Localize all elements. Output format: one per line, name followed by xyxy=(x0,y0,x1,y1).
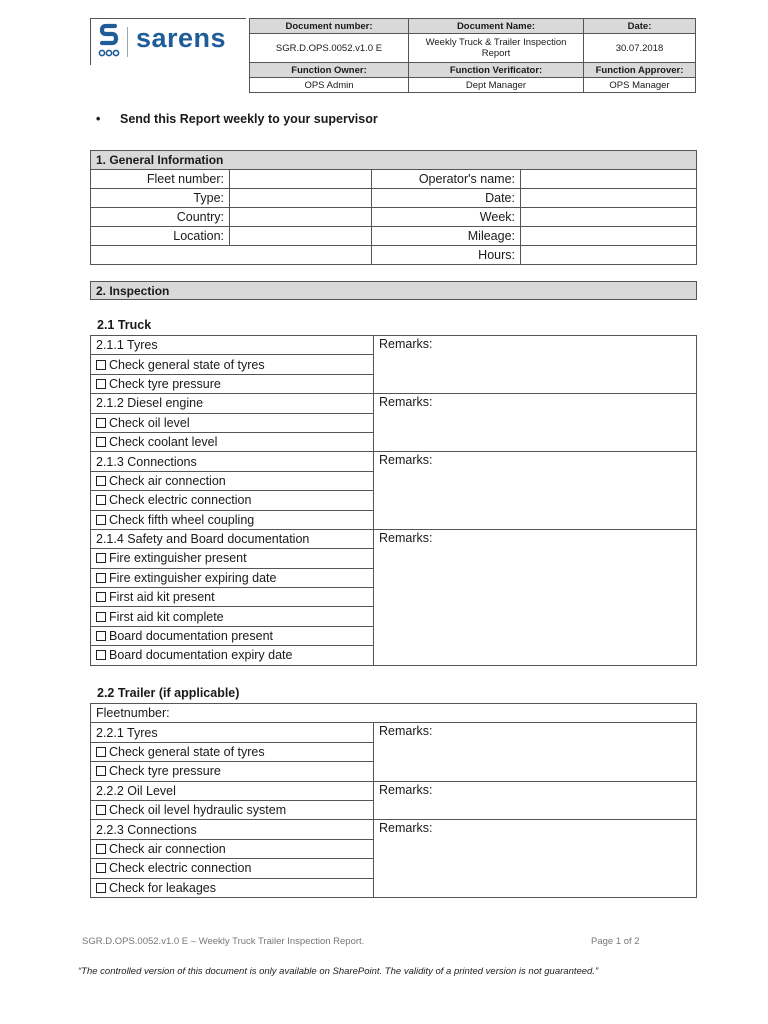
checklist-item[interactable] xyxy=(91,742,374,761)
page-number: Page 1 of 2 xyxy=(591,936,640,947)
checkbox-icon[interactable] xyxy=(96,747,106,757)
instruction-line xyxy=(96,112,378,126)
remarks-field[interactable]: Remarks: xyxy=(374,394,697,452)
checklist-item-label: Check general state of tyres xyxy=(109,744,265,759)
group-heading-row xyxy=(91,336,697,355)
company-logo xyxy=(90,18,246,65)
checklist-item[interactable] xyxy=(91,491,374,510)
country-field[interactable] xyxy=(230,208,372,227)
truck-subtitle: 2.1 Truck xyxy=(97,318,152,332)
general-info-title: 1. General Information xyxy=(91,151,697,170)
checkbox-icon[interactable] xyxy=(96,650,106,660)
country-label: Country: xyxy=(91,208,230,227)
checkbox-icon[interactable] xyxy=(96,805,106,815)
checkbox-icon[interactable] xyxy=(96,476,106,486)
checklist-item-label: Board documentation expiry date xyxy=(109,648,293,663)
date-label: Date: xyxy=(584,19,696,34)
document-header-table xyxy=(249,18,696,93)
checklist-item-label: Check air connection xyxy=(109,473,226,488)
general-information-table xyxy=(90,150,697,265)
verificator-value: Dept Manager xyxy=(409,78,584,93)
checklist-item[interactable] xyxy=(91,510,374,529)
location-field[interactable] xyxy=(230,227,372,246)
checkbox-icon[interactable] xyxy=(96,883,106,893)
remarks-field[interactable]: Remarks: xyxy=(374,723,697,781)
doc-name: Weekly Truck & Trailer Inspection Report xyxy=(409,34,584,63)
checklist-item-label: Check tyre pressure xyxy=(109,376,221,391)
checklist-item[interactable] xyxy=(91,374,374,393)
checklist-item-label: First aid kit complete xyxy=(109,609,224,624)
group-heading-row xyxy=(91,781,697,800)
checklist-item-label: Board documentation present xyxy=(109,629,273,644)
fleet-number-field[interactable] xyxy=(230,170,372,189)
checkbox-icon[interactable] xyxy=(96,379,106,389)
group-heading: 2.2.2 Oil Level xyxy=(91,781,374,800)
checkbox-icon[interactable] xyxy=(96,495,106,505)
checklist-item-label: Check fifth wheel coupling xyxy=(109,512,255,527)
doc-number-label: Document number: xyxy=(250,19,409,34)
checklist-item-label: Check oil level hydraulic system xyxy=(109,803,287,818)
checklist-item[interactable] xyxy=(91,839,374,858)
checklist-item[interactable] xyxy=(91,607,374,626)
checklist-item[interactable] xyxy=(91,859,374,878)
checkbox-icon[interactable] xyxy=(96,418,106,428)
fleet-number-label: Fleet number: xyxy=(91,170,230,189)
checkbox-icon[interactable] xyxy=(96,766,106,776)
trailer-inspection-table xyxy=(90,703,697,898)
operator-name-field[interactable] xyxy=(521,170,697,189)
empty-cell xyxy=(91,246,372,265)
group-heading-row xyxy=(91,529,697,548)
group-heading-row xyxy=(91,452,697,471)
checklist-item-label: Check for leakages xyxy=(109,880,217,895)
checklist-item[interactable] xyxy=(91,646,374,665)
checkbox-icon[interactable] xyxy=(96,437,106,447)
checklist-item-label: Fire extinguisher expiring date xyxy=(109,570,277,585)
group-heading: 2.1.2 Diesel engine xyxy=(91,394,374,413)
checklist-item[interactable] xyxy=(91,878,374,897)
remarks-field[interactable]: Remarks: xyxy=(374,452,697,530)
checkbox-icon[interactable] xyxy=(96,844,106,854)
checklist-item-label: Check air connection xyxy=(109,841,226,856)
checklist-item-label: Check tyre pressure xyxy=(109,764,221,779)
checklist-item[interactable] xyxy=(91,413,374,432)
truck-inspection-table xyxy=(90,335,697,666)
group-heading-row xyxy=(91,394,697,413)
operator-name-label: Operator's name: xyxy=(372,170,521,189)
remarks-field[interactable]: Remarks: xyxy=(374,820,697,898)
group-heading: 2.2.1 Tyres xyxy=(91,723,374,742)
group-heading: 2.2.3 Connections xyxy=(91,820,374,839)
footer-document-ref: SGR.D.OPS.0052.v1.0 E – Weekly Truck Trailer Inspection Report. xyxy=(82,936,365,947)
doc-date: 30.07.2018 xyxy=(584,34,696,63)
sarens-logo-mark-icon xyxy=(98,23,120,59)
hours-label: Hours: xyxy=(372,246,521,265)
checklist-item-label: Check oil level xyxy=(109,415,190,430)
checklist-item[interactable] xyxy=(91,588,374,607)
checkbox-icon[interactable] xyxy=(96,863,106,873)
doc-name-label: Document Name: xyxy=(409,19,584,34)
checklist-item-label: Fire extinguisher present xyxy=(109,551,247,566)
bullet-icon: • xyxy=(96,112,101,126)
checklist-item-label: Check electric connection xyxy=(109,861,252,876)
date-field[interactable] xyxy=(521,189,697,208)
checklist-item[interactable] xyxy=(91,800,374,819)
group-heading-row xyxy=(91,723,697,742)
verificator-label: Function Verificator: xyxy=(409,63,584,78)
checkbox-icon[interactable] xyxy=(96,612,106,622)
owner-value: OPS Admin xyxy=(250,78,409,93)
doc-number: SGR.D.OPS.0052.v1.0 E xyxy=(250,34,409,63)
mileage-field[interactable] xyxy=(521,227,697,246)
trailer-subtitle: 2.2 Trailer (if applicable) xyxy=(97,686,240,700)
mileage-label: Mileage: xyxy=(372,227,521,246)
checklist-item-label: Check general state of tyres xyxy=(109,357,265,372)
checkbox-icon[interactable] xyxy=(96,515,106,525)
group-heading: 2.1.3 Connections xyxy=(91,452,374,471)
checklist-item[interactable] xyxy=(91,471,374,490)
group-heading: 2.1.4 Safety and Board documentation xyxy=(91,529,374,548)
checklist-item[interactable] xyxy=(91,432,374,451)
checklist-item[interactable] xyxy=(91,568,374,587)
checklist-item[interactable] xyxy=(91,549,374,568)
instruction-text: Send this Report weekly to your supervisor xyxy=(120,112,378,126)
type-label: Type: xyxy=(91,189,230,208)
type-field[interactable] xyxy=(230,189,372,208)
checklist-item-label: First aid kit present xyxy=(109,590,215,605)
remarks-field[interactable]: Remarks: xyxy=(374,336,697,394)
checklist-item[interactable] xyxy=(91,762,374,781)
group-heading-row xyxy=(91,820,697,839)
logo-text: sarens xyxy=(136,23,227,53)
week-field[interactable] xyxy=(521,208,697,227)
approver-label: Function Approver: xyxy=(584,63,696,78)
trailer-fleetnumber-field[interactable]: Fleetnumber: xyxy=(91,704,697,723)
checklist-item-label: Check coolant level xyxy=(109,435,218,450)
location-label: Location: xyxy=(91,227,230,246)
checklist-item-label: Check electric connection xyxy=(109,493,252,508)
inspection-title: 2. Inspection xyxy=(90,281,697,300)
hours-field[interactable] xyxy=(521,246,697,265)
checkbox-icon[interactable] xyxy=(96,553,106,563)
owner-label: Function Owner: xyxy=(250,63,409,78)
checklist-item[interactable] xyxy=(91,626,374,645)
checklist-item[interactable] xyxy=(91,355,374,374)
remarks-field[interactable]: Remarks: xyxy=(374,529,697,665)
approver-value: OPS Manager xyxy=(584,78,696,93)
checkbox-icon[interactable] xyxy=(96,573,106,583)
date-field-label: Date: xyxy=(372,189,521,208)
checkbox-icon[interactable] xyxy=(96,592,106,602)
checkbox-icon[interactable] xyxy=(96,360,106,370)
group-heading: 2.1.1 Tyres xyxy=(91,336,374,355)
remarks-field[interactable]: Remarks: xyxy=(374,781,697,820)
disclaimer: “The controlled version of this document is only available on SharePoint. The validity of a printed version is not guaranteed.” xyxy=(78,966,599,977)
week-label: Week: xyxy=(372,208,521,227)
checkbox-icon[interactable] xyxy=(96,631,106,641)
logo-divider xyxy=(127,27,128,57)
